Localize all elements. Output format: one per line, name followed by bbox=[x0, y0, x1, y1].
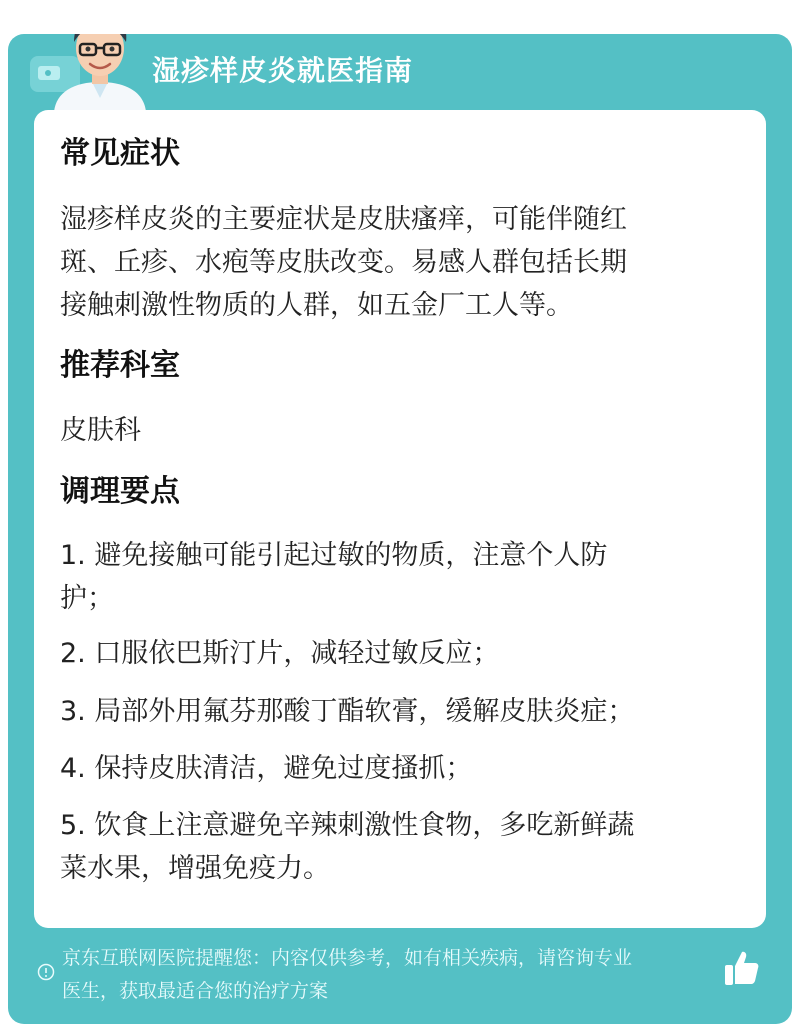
department-value: 皮肤科 bbox=[60, 415, 141, 446]
footer-line-2: 医生，获取最适合您的治疗方案 bbox=[62, 980, 329, 1002]
care-item-5-line-1: 5. 饮食上注意避免辛辣刺激性食物，多吃新鲜蔬 bbox=[60, 810, 635, 841]
symptoms-line-1: 湿疹样皮炎的主要症状是皮肤瘙痒，可能伴随红 bbox=[60, 204, 627, 235]
doctor-avatar-icon bbox=[40, 34, 160, 112]
care-item-2: 2. 口服依巴斯汀片，减轻过敏反应； bbox=[60, 638, 500, 669]
care-item-5-line-2: 菜水果，增强免疫力。 bbox=[60, 853, 330, 884]
guide-card bbox=[8, 34, 792, 1024]
content-panel bbox=[34, 110, 766, 928]
footer-disclaimer bbox=[62, 942, 742, 1008]
symptoms-line-2: 斑、丘疹、水疱等皮肤改变。易感人群包括长期 bbox=[60, 247, 627, 278]
symptoms-line-3: 接触刺激性物质的人群，如五金厂工人等。 bbox=[60, 290, 573, 321]
section-title-symptoms: 常见症状 bbox=[60, 136, 180, 171]
care-item-1-line-2: 护； bbox=[60, 583, 114, 614]
footer-line-1: 京东互联网医院提醒您：内容仅供参考，如有相关疾病，请咨询专业 bbox=[62, 947, 633, 969]
thumbs-up-icon[interactable] bbox=[723, 948, 761, 988]
care-item-1-line-1: 1. 避免接触可能引起过敏的物质，注意个人防 bbox=[60, 540, 608, 571]
section-title-department: 推荐科室 bbox=[60, 348, 180, 383]
info-icon bbox=[37, 963, 55, 981]
section-title-care: 调理要点 bbox=[60, 474, 180, 509]
care-item-4: 4. 保持皮肤清洁，避免过度搔抓； bbox=[60, 753, 473, 784]
page-title: 湿疹样皮炎就医指南 bbox=[152, 54, 414, 87]
care-item-3: 3. 局部外用氟芬那酸丁酯软膏，缓解皮肤炎症； bbox=[60, 696, 635, 727]
